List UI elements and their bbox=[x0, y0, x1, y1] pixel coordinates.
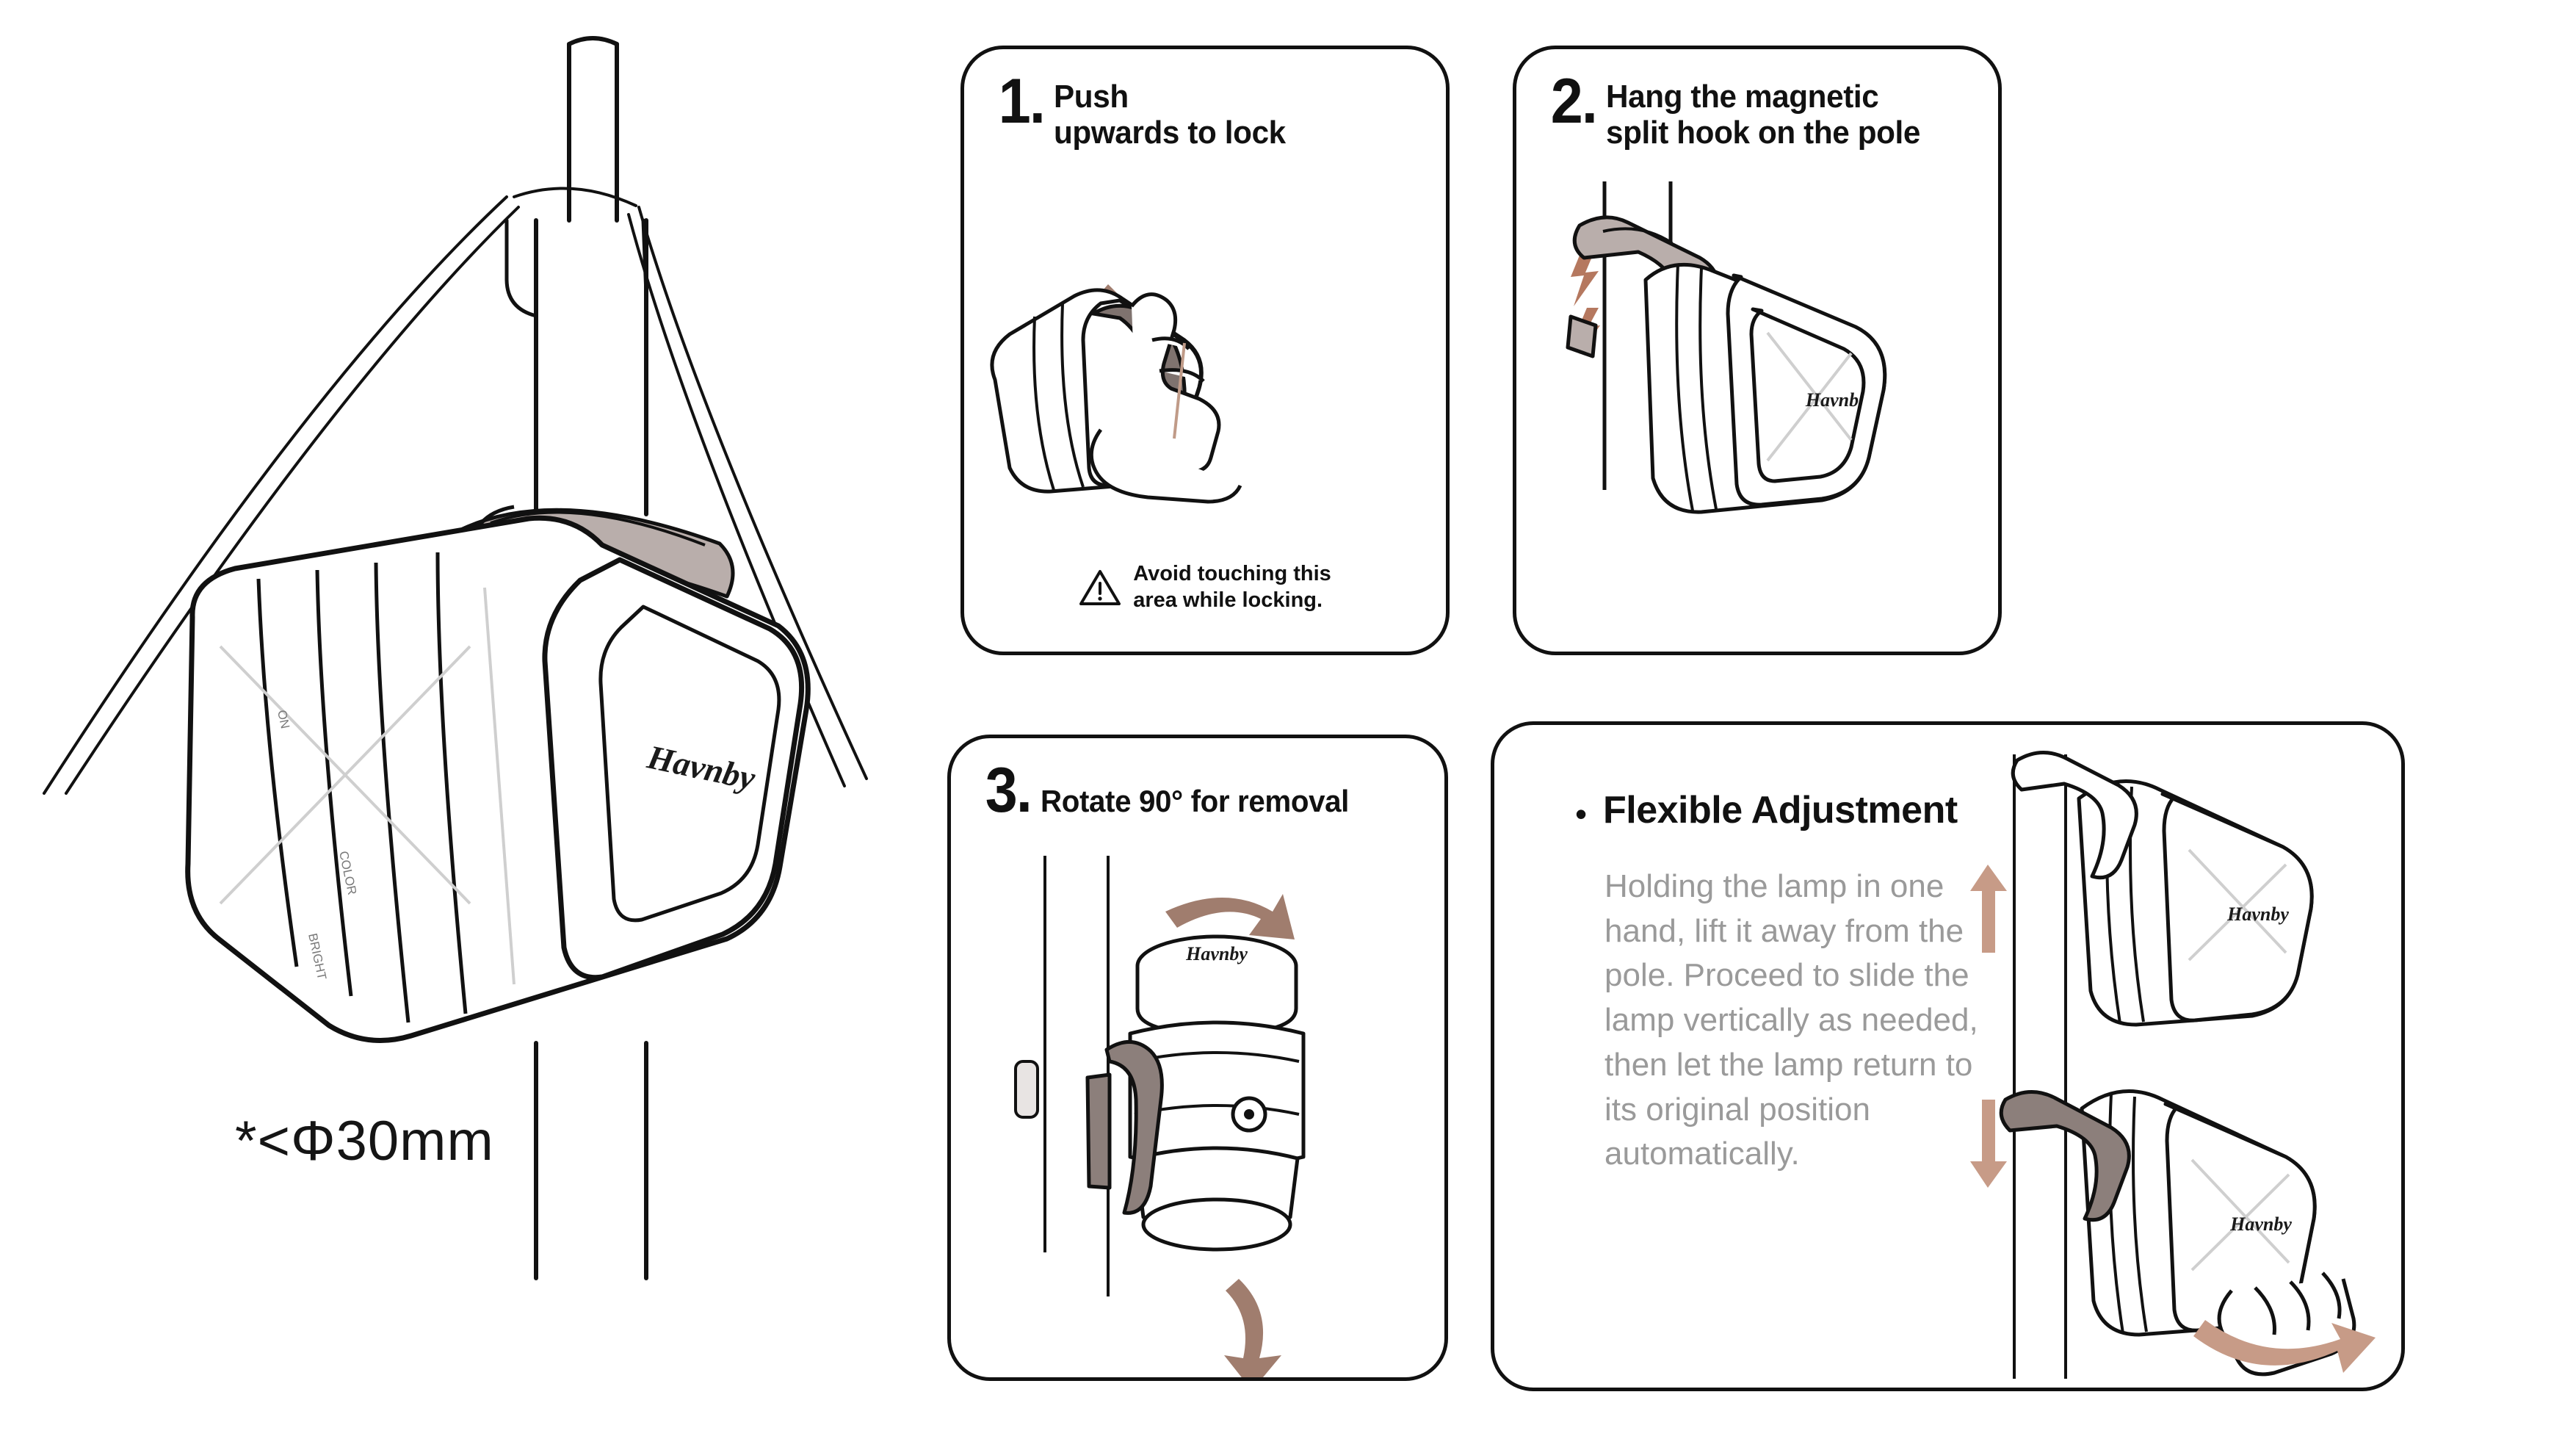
step-1-title bbox=[1054, 79, 1286, 151]
bullet-icon: • bbox=[1575, 795, 1588, 833]
step-3-title bbox=[1041, 784, 1349, 818]
step-2-title-line1: Hang the magnetic bbox=[1605, 79, 1879, 115]
ring-label-on: ON bbox=[275, 708, 292, 730]
brand-logo-top: Havnby bbox=[2227, 903, 2289, 925]
step-2-illustration bbox=[1516, 181, 2002, 622]
step-2-number: 2. bbox=[1550, 66, 1597, 137]
step-1-card bbox=[960, 46, 1450, 655]
step-2-header bbox=[1516, 49, 1998, 151]
step-1-title-line2: upwards to lock bbox=[1053, 115, 1286, 151]
brand-logo-step2: Havnb bbox=[1805, 389, 1859, 411]
step-3-number: 3. bbox=[985, 755, 1032, 826]
step-2-card bbox=[1513, 46, 2002, 655]
diameter-note: *<Φ30mm bbox=[235, 1110, 494, 1172]
step-3-title-line1: Rotate 90° for removal bbox=[1040, 784, 1349, 818]
warning-icon bbox=[1079, 569, 1121, 607]
brand-logo-left: Havnby bbox=[644, 737, 759, 798]
warning-line-2: area while locking. bbox=[1133, 588, 1323, 612]
up-arrow-icon bbox=[1970, 865, 2007, 953]
flexible-adjustment-illustration bbox=[1935, 732, 2405, 1391]
step-1-warning bbox=[964, 561, 1446, 613]
step-3-illustration bbox=[951, 841, 1448, 1381]
ring-label-color: COLOR bbox=[336, 849, 360, 896]
step-1-header bbox=[964, 49, 1446, 151]
lamp-on-pole-illustration bbox=[0, 0, 955, 1450]
flexible-adjustment-title: Flexible Adjustment bbox=[1603, 789, 1958, 832]
flexible-adjustment-card bbox=[1491, 721, 2405, 1391]
main-illustration-panel bbox=[0, 0, 955, 1450]
step-2-title bbox=[1606, 79, 1920, 151]
step-1-illustration bbox=[964, 196, 1450, 607]
brand-logo-bottom: Havnby bbox=[2230, 1213, 2292, 1235]
step-1-number: 1. bbox=[998, 66, 1045, 137]
step-1-title-line1: Push bbox=[1053, 79, 1129, 115]
warning-line-1: Avoid touching this bbox=[1133, 562, 1331, 586]
step-1-warning-text bbox=[1133, 561, 1331, 613]
ring-label-bright: BRIGHT bbox=[305, 931, 330, 981]
brand-logo-step3: Havnby bbox=[1186, 943, 1248, 964]
step-2-title-line2: split hook on the pole bbox=[1605, 115, 1920, 151]
step-3-header bbox=[951, 738, 1444, 826]
flexible-adjustment-body: Holding the lamp in one hand, lift it away from the pole. Proceed to slide the lamp vertically as needed, then let the lamp return to its original position automatically. bbox=[1604, 868, 1978, 1172]
step-3-card bbox=[947, 735, 1448, 1381]
